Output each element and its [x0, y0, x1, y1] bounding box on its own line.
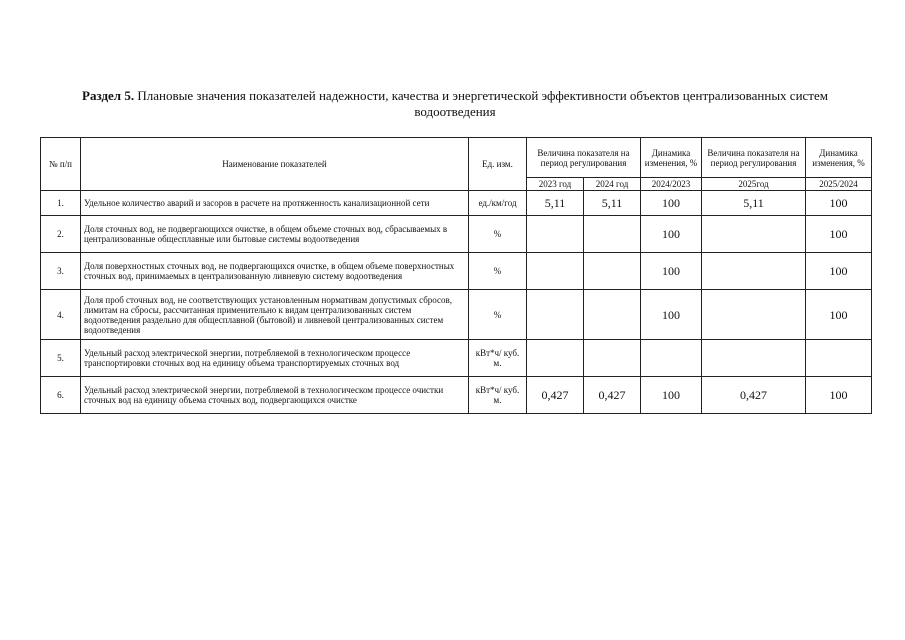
section-title-text: Плановые значения показателей надежности, качества и энергетической эффективности объектов централизованных систем водоотведения [137, 88, 828, 119]
cell-value-2023 [527, 340, 584, 377]
cell-dynamics-2024-2023: 100 [641, 253, 702, 290]
cell-num: 6. [41, 377, 81, 414]
cell-unit: % [469, 253, 527, 290]
cell-value-2024 [584, 290, 641, 340]
cell-dynamics-2025-2024: 100 [806, 253, 872, 290]
cell-dynamics-2024-2023 [641, 340, 702, 377]
section-number: Раздел 5. [82, 88, 135, 103]
cell-value-2024: 5,11 [584, 191, 641, 216]
table-row [41, 290, 872, 340]
cell-num: 3. [41, 253, 81, 290]
cell-dynamics-2025-2024: 100 [806, 216, 872, 253]
cell-dynamics-2025-2024: 100 [806, 290, 872, 340]
header-year-2025: 2025год [702, 178, 806, 191]
cell-value-2025: 5,11 [702, 191, 806, 216]
cell-unit: кВт*ч/ куб. м. [469, 340, 527, 377]
header-dynamics-2: Динамика изменения, % [806, 138, 872, 178]
table-row [41, 340, 872, 377]
indicators-table [40, 137, 872, 414]
cell-value-2024 [584, 216, 641, 253]
header-year-2023: 2023 год [527, 178, 584, 191]
header-value-period: Величина показателя на период регулирования [527, 138, 641, 178]
cell-dynamics-2025-2024: 100 [806, 191, 872, 216]
header-num: № п/п [41, 138, 81, 191]
section-title [40, 88, 870, 120]
header-year-2024: 2024 год [584, 178, 641, 191]
cell-name: Доля проб сточных вод, не соответствующих установленным нормативам допустимых сбросов, лимитам на сбросы, рассчитанная применительно к видам централизованных систем водоотведения раздельно для общесплавной (бытовой) и ливневой централизованных систем водоотведения [81, 290, 469, 340]
cell-dynamics-2024-2023: 100 [641, 290, 702, 340]
table-row [41, 377, 872, 414]
cell-name: Доля сточных вод, не подвергающихся очистке, в общем объеме сточных вод, сбрасываемых в централизованные общесплавные или бытовые системы водоотведения [81, 216, 469, 253]
cell-value-2023 [527, 253, 584, 290]
table-row [41, 253, 872, 290]
header-value-period-2: Величина показателя на период регулирования [702, 138, 806, 178]
cell-value-2024 [584, 340, 641, 377]
cell-value-2025 [702, 290, 806, 340]
cell-unit: % [469, 290, 527, 340]
header-name: Наименование показателей [81, 138, 469, 191]
cell-value-2025 [702, 340, 806, 377]
table-row [41, 216, 872, 253]
cell-value-2023 [527, 290, 584, 340]
cell-value-2023: 0,427 [527, 377, 584, 414]
cell-value-2025 [702, 253, 806, 290]
cell-name: Удельное количество аварий и засоров в расчете на протяженность канализационной сети [81, 191, 469, 216]
cell-num: 4. [41, 290, 81, 340]
cell-unit: % [469, 216, 527, 253]
header-dynamics-1: Динамика изменения, % [641, 138, 702, 178]
cell-num: 5. [41, 340, 81, 377]
cell-value-2024: 0,427 [584, 377, 641, 414]
cell-name: Удельный расход электрической энергии, потребляемой в технологическом процессе очистки сточных вод на единицу объема сточных вод, подвергающихся очистке [81, 377, 469, 414]
cell-dynamics-2025-2024: 100 [806, 377, 872, 414]
cell-num: 1. [41, 191, 81, 216]
cell-dynamics-2024-2023: 100 [641, 191, 702, 216]
cell-dynamics-2025-2024 [806, 340, 872, 377]
header-row [41, 138, 872, 178]
cell-dynamics-2024-2023: 100 [641, 216, 702, 253]
cell-value-2025 [702, 216, 806, 253]
cell-num: 2. [41, 216, 81, 253]
cell-value-2023 [527, 216, 584, 253]
header-dynamics-2-sub: 2025/2024 [806, 178, 872, 191]
cell-value-2024 [584, 253, 641, 290]
cell-unit: кВт*ч/ куб. м. [469, 377, 527, 414]
cell-value-2023: 5,11 [527, 191, 584, 216]
header-dynamics-1-sub: 2024/2023 [641, 178, 702, 191]
cell-name: Удельный расход электрической энергии, потребляемой в технологическом процессе транспортировки сточных вод на единицу объема транспортируемых сточных вод [81, 340, 469, 377]
header-unit: Ед. изм. [469, 138, 527, 191]
cell-unit: ед./км/год [469, 191, 527, 216]
cell-value-2025: 0,427 [702, 377, 806, 414]
cell-name: Доля поверхностных сточных вод, не подвергающихся очистке, в общем объеме поверхностных сточных вод, принимаемых в централизованную ливневую систему водоотведения [81, 253, 469, 290]
cell-dynamics-2024-2023: 100 [641, 377, 702, 414]
table-row [41, 191, 872, 216]
